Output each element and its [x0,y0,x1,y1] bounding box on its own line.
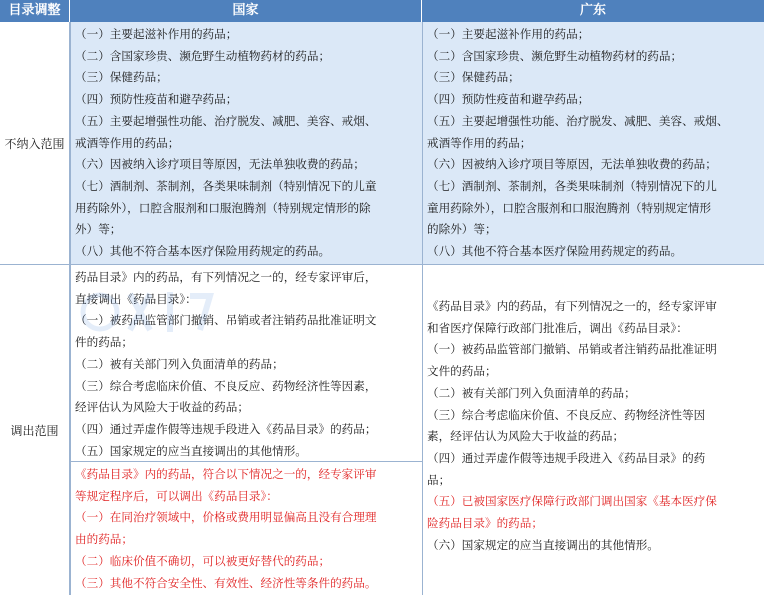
header-national: 国家 [70,0,422,22]
text-line: （三）其他不符合安全性、有效性、经济性等条件的药品。 [75,575,377,590]
text-line: （六）因被纳入诊疗项目等原因，无法单独收费的药品； [75,157,365,172]
text-line: （五）已被国家医疗保障行政部门调出国家《基本医疗保 [427,494,717,509]
text-line: （三）保健药品； [75,70,168,85]
text-line: 的除外）等； [427,222,497,237]
text-line: （五）国家规定的应当直接调出的其他情形。 [75,443,307,458]
text-line: （二）被有关部门列入负面清单的药品； [75,356,284,371]
row-label-remove: 调出范围 [0,265,70,595]
text-line: 文件的药品； [427,364,497,379]
text-line: 药品目录》内的药品，有下列情况之一的，经专家评审后， [75,270,377,284]
text-line: （一）在同治疗领域中，价格或费用明显偏高且没有合理理 [75,510,377,525]
exclude-guangdong-cell [422,22,764,264]
text-line: （二）含国家珍贵、濒危野生动植物药材的药品； [427,48,683,63]
text-line: 戒酒等作用的药品； [75,135,180,150]
text-line: （四）通过弄虚作假等违规手段进入《药品目录》的药 [427,450,706,465]
text-line: 素，经评估认为风险大于收益的药品； [427,429,625,444]
text-line: 用药除外），口腔含服剂和口服泡腾剂（特别规定情形的除 [75,200,371,215]
text-line: （四）预防性疫苗和避孕药品； [427,92,590,107]
text-line: 件的药品； [75,335,133,350]
text-line: （四）通过弄虚作假等违规手段进入《药品目录》的药品； [75,421,377,436]
text-line: （一）被药品监管部门撤销、吊销或者注销药品批准证明 [427,342,717,357]
text-line: （二）临床价值不确切，可以被更好替代的药品； [75,553,331,568]
header-catalog-adjustment: 目录调整 [0,0,70,22]
text-line: （五）主要起增强性功能、治疗脱发、减肥、美容、戒烟、 [75,113,377,128]
text-line: （五）主要起增强性功能、治疗脱发、减肥、美容、戒烟、 [427,113,729,128]
text-line: （一）主要起滋补作用的药品； [75,27,238,41]
remove-national-top-cell [70,265,422,461]
text-line: 经评估认为风险大于收益的药品； [75,400,249,415]
text-line: （七）酒制剂、茶制剂，各类果味制剂（特别情况下的儿童 [75,178,377,193]
text-line: 等规定程序后，可以调出《药品目录》： [75,488,278,503]
text-line: 和省医疗保障行政部门批准后，调出《药品目录》： [427,320,688,335]
text-line: （八）其他不符合基本医疗保险用药规定的药品。 [75,244,331,259]
text-line: （一）被药品监管部门撤销、吊销或者注销药品批准证明文 [75,313,377,328]
text-line: （二）被有关部门列入负面清单的药品； [427,385,636,400]
text-line: （六）国家规定的应当直接调出的其他情形。 [427,537,659,552]
text-line: （一）主要起滋补作用的药品； [427,27,590,41]
text-line: （三）综合考虑临床价值、不良反应、药物经济性等因 [427,407,706,422]
text-line: （七）酒制剂、茶制剂，各类果味制剂（特别情况下的儿 [427,178,717,193]
text-line: 童用药除外），口腔含服剂和口服泡腾剂（特别规定情形 [427,200,712,215]
text-line: 《药品目录》内的药品，符合以下情况之一的，经专家评审 [75,467,377,481]
text-line: 外）等； [75,222,122,237]
text-line: （三）综合考虑临床价值、不良反应、药物经济性等因素， [75,378,377,393]
text-line: 直接调出《药品目录》： [75,291,197,306]
text-line: 《药品目录》内的药品，有下列情况之一的，经专家评审 [427,299,717,313]
exclude-national-cell [70,22,422,264]
text-line: 由的药品； [75,532,133,547]
text-line: （八）其他不符合基本医疗保险用药规定的药品。 [427,244,683,259]
row-label-exclude: 不纳入范围 [0,22,70,264]
text-line: （三）保健药品； [427,70,520,85]
text-line: （二）含国家珍贵、濒危野生动植物药材的药品； [75,48,331,63]
remove-national-bottom-cell [70,462,422,595]
text-line: （六）因被纳入诊疗项目等原因，无法单独收费的药品； [427,157,717,172]
text-line: 品； [427,472,451,487]
text-line: 险药品目录》的药品； [427,516,543,531]
header-guangdong: 广东 [422,0,764,22]
remove-guangdong-cell [422,265,764,595]
text-line: （四）预防性疫苗和避孕药品； [75,92,238,107]
text-line: 戒酒等作用的药品； [427,135,532,150]
